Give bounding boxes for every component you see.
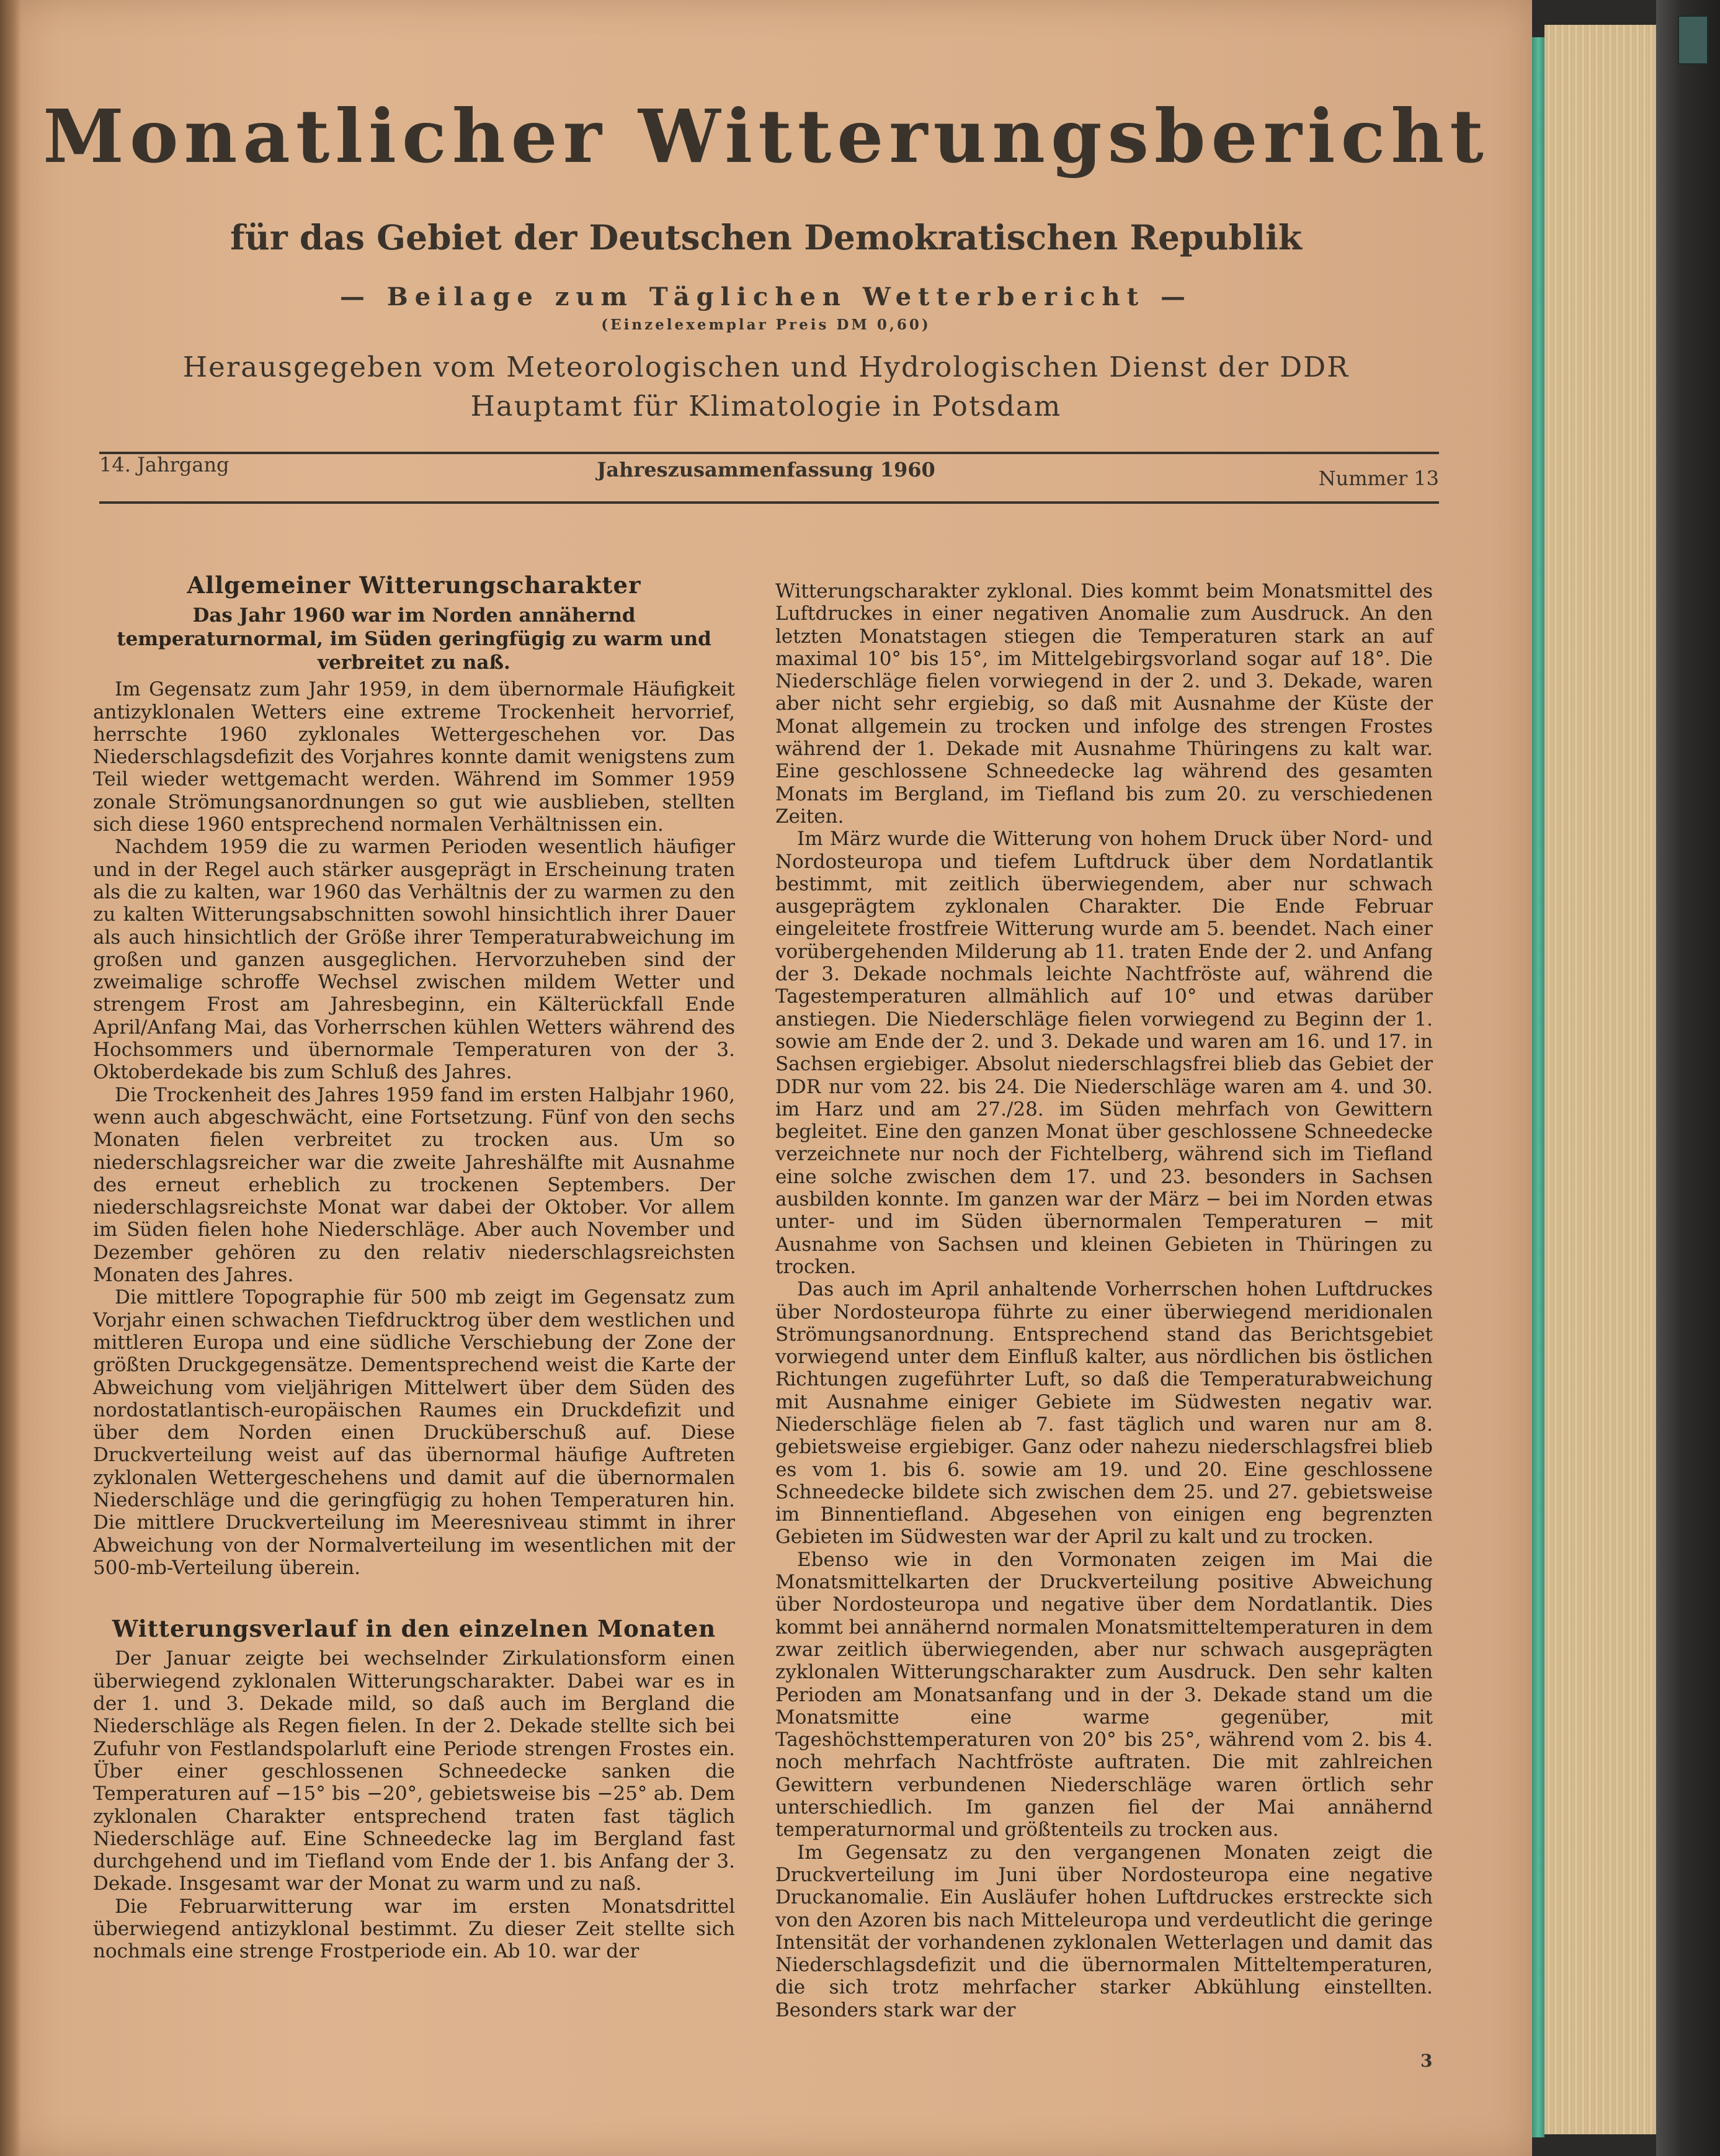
issue-volume: 14. Jahrgang	[99, 453, 229, 476]
paragraph: Im Gegensatz zum Jahr 1959, in dem übernormale Häufigkeit antizyklonalen Wetters eine extreme Trockenheit hervorrief, herrschte 1960 zyklonales Wettergeschehen vor. Das Niederschlagsdefizit des Vorjahres konnte damit wenigstens zum Teil wieder wettgemacht werden. Während im Sommer 1959 zonale Strömungsanordnungen so gut wie ausblieben, stellten sich diese 1960 entsprechend normalen Verhältnissen ein.	[93, 678, 735, 836]
paragraph: Im März wurde die Witterung von hohem Druck über Nord- und Nordosteuropa und tiefem Luftdruck über dem Nordatlantik bestimmt, mit zeitlich überwiegendem, aber nur schwach ausgeprägtem zyklonalen Charakter. Die Ende Februar eingeleitete frostfreie Witterung wurde am 5. beendet. Nach einer vorübergehenden Milderung ab 11. traten Ende der 2. und Anfang der 3. Dekade nochmals leichte Nachtfröste auf, während die Tagestemperaturen allmählich auf 10° und etwas darüber anstiegen. Die Niederschläge fielen vorwiegend zu Beginn der 1. sowie am Ende der 2. und 3. Dekade und waren am 16. und 17. in Sachsen ergiebiger. Absolut niederschlagsfrei blieb das Gebiet der DDR nur vom 22. bis 24. Die Niederschläge waren am 4. und 30. im Harz und am 27./28. im Süden mehrfach von Gewittern begleitet. Eine den ganzen Monat über geschlossene Schneedecke verzeichnete nur noch der Fichtelberg, während sich im Tiefland eine solche zwischen dem 17. und 23. besonders in Sachsen ausbilden konnte. Im ganzen war der März − bei im Norden etwas unter- und im Süden übernormalen Temperaturen − mit Ausnahme von Sachsen und kleinen Gebieten in Thüringen zu trocken.	[775, 828, 1433, 1278]
issue-title: Jahreszusammenfassung 1960	[597, 458, 935, 481]
paragraph: Das auch im April anhaltende Vorherrschen hohen Luftdruckes über Nordosteuropa führte zu einer überwiegend meridionalen Strömungsanordnung. Entsprechend stand das Berichtsgebiet vorwiegend unter dem Einfluß kalter, aus nördlichen bis östlichen Richtungen zugeführter Luft, so daß die Temperaturabweichung mit Ausnahme einiger Gebiete im Südwesten negativ war. Niederschläge fielen ab 7. fast täglich und waren nur am 8. gebietsweise ergiebiger. Ganz oder nahezu niederschlagsfrei blieb es vom 1. bis 6. sowie am 19. und 20. Eine geschlossene Schneedecke bildete sich zwischen dem 25. und 27. gebietsweise im Binnentiefland. Abgesehen von einigen eng begrenzten Gebieten im Südwesten war der April zu kalt und zu trocken.	[775, 1278, 1433, 1549]
header-rule-top	[99, 452, 1439, 454]
right-column	[775, 580, 1433, 2069]
publication-subtitle: für das Gebiet der Deutschen Demokratischen Republik	[230, 217, 1302, 257]
section-heading-general: Allgemeiner Witterungscharakter	[187, 571, 641, 599]
supplement-line: — Beilage zum Täglichen Wetterbericht —	[339, 282, 1193, 311]
issue-number: Nummer 13	[1318, 467, 1439, 490]
binding-corner	[1678, 16, 1708, 65]
book-page-edges	[1544, 25, 1656, 2134]
office-line: Hauptamt für Klimatologie in Potsdam	[470, 390, 1062, 423]
paragraph: Die mittlere Topographie für 500 mb zeigt im Gegensatz zum Vorjahr einen schwachen Tiefdrucktrog über dem westlichen und mittleren Europa und eine südliche Verschiebung der Zone der größten Druckgegensätze. Dementsprechend weist die Karte der Abweichung vom vieljährigen Mittelwert über dem Süden des nordostatlantisch-europäischen Raumes ein Druckdefizit und über dem Norden einen Drucküberschuß auf. Diese Druckverteilung weist auf das übernormal häufige Auftreten zyklonalen Wettergeschehens und damit auf die übernormalen Niederschläge und die geringfügig zu hohen Temperaturen hin. Die mittlere Druckverteilung im Meeresniveau stimmt in ihrer Abweichung von der Normalverteilung im wesentlichen mit der 500-mb-Verteilung überein.	[93, 1286, 735, 1579]
header-rule-bottom	[99, 501, 1439, 504]
paragraph: Die Februarwitterung war im ersten Monatsdrittel überwiegend antizyklonal bestimmt. Zu dieser Zeit stellte sich nochmals eine strenge Frostperiode ein. Ab 10. war der	[93, 1895, 735, 1963]
paragraph: Der Januar zeigte bei wechselnder Zirkulationsform einen überwiegend zyklonalen Witterungscharakter. Dabei war es in der 1. und 3. Dekade mild, so daß auch im Bergland die Niederschläge als Regen fielen. In der 2. Dekade stellte sich bei Zufuhr von Festlandspolarluft eine Periode strengen Frostes ein. Über einer geschlossenen Schneedecke sanken die Temperaturen auf −15° bis −20°, gebietsweise bis −25° ab. Dem zyklonalen Charakter entsprechend traten fast täglich Niederschläge auf. Eine Schneedecke lag im Bergland fast durchgehend und im Tiefland vom Ende der 1. bis Anfang der 3. Dekade. Insgesamt war der Monat zu warm und zu naß.	[93, 1647, 735, 1895]
left-column	[93, 571, 735, 2063]
publisher-line: Herausgegeben vom Meteorologischen und Hydrologischen Dienst der DDR	[182, 351, 1350, 383]
paragraph-continued: Witterungscharakter zyklonal. Dies kommt beim Monatsmittel des Luftdruckes in einer negativen Anomalie zum Ausdruck. An den letzten Monatstagen stiegen die Temperaturen stark an auf maximal 10° bis 15°, im Mittelgebirgsvorland sogar auf 18°. Die Niederschläge fielen vorwiegend in der 2. und 3. Dekade, waren aber nicht sehr ergiebig, so daß mit Ausnahme der Küste der Monat allgemein zu trocken und infolge des strengen Frostes während der 1. Dekade mit Ausnahme Thüringens zu kalt war. Eine geschlossene Schneedecke lag während des gesamten Monats im Bergland, im Tiefland bis zum 20. zu verschiedenen Zeiten.	[775, 580, 1433, 828]
publication-title: Monatlicher Witterungsbericht	[43, 93, 1489, 179]
section-lead: Das Jahr 1960 war im Norden annähernd temperaturnormal, im Süden geringfügig zu warm und verbreitet zu naß.	[117, 604, 711, 674]
section-heading-months: Witterungsverlauf in den einzelnen Monaten	[112, 1615, 716, 1643]
paragraph: Nachdem 1959 die zu warmen Perioden wesentlich häufiger und in der Regel auch stärker ausgeprägt in Erscheinung traten als die zu kalten, war 1960 das Verhältnis der zu warmen zu den zu kalten Witterungsabschnitten sowohl hinsichtlich ihrer Dauer als auch hinsichtlich der Größe ihrer Temperaturabweichung im großen und ganzen ausgeglichen. Hervorzuheben sind der zweimalige schroffe Wechsel zwischen mildem Wetter und strengem Frost am Jahresbeginn, ein Kälterückfall Ende April/Anfang Mai, das Vorherrschen kühlen Wetters während des Hochsommers und übernormale Temperaturen von der 3. Oktoberdekade bis zum Schluß des Jahres.	[93, 836, 735, 1084]
paragraph: Im Gegensatz zu den vergangenen Monaten zeigt die Druckverteilung im Juni über Nordosteuropa eine negative Druckanomalie. Ein Ausläufer hohen Luftdruckes erstreckte sich von den Azoren bis nach Mitteleuropa und verdeutlicht die geringe Intensität der vorhandenen zyklonalen Wetterlagen und damit das Niederschlagsdefizit und die übernormalen Mitteltemperaturen, die sich trotz mehrfacher starker Abkühlung einstellten. Besonders stark war der	[775, 1841, 1433, 2021]
paragraph: Die Trockenheit des Jahres 1959 fand im ersten Halbjahr 1960, wenn auch abgeschwächt, eine Fortsetzung. Fünf von den sechs Monaten fielen verbreitet zu trocken aus. Um so niederschlagsreicher war die zweite Jahreshälfte mit Ausnahme des erneut erheblich zu trockenen Septembers. Der niederschlagsreichste Monat war dabei der Oktober. Vor allem im Süden fielen hohe Niederschläge. Aber auch November und Dezember gehören zu den relativ niederschlagsreichsten Monaten des Jahres.	[93, 1083, 735, 1287]
paragraph: Ebenso wie in den Vormonaten zeigen im Mai die Monatsmittelkarten der Druckverteilung positive Abweichung über Nordosteuropa und negative über dem Nordatlantik. Dies kommt bei annähernd normalen Monatsmitteltemperaturen in dem zwar zeitlich überwiegenden, aber nur schwach ausgeprägten zyklonalen Witterungscharakter zum Ausdruck. Den sehr kalten Perioden am Monatsanfang und in der 3. Dekade stand um die Monatsmitte eine warme gegenüber, mit Tageshöchsttemperaturen von 20° bis 25°, während vom 2. bis 4. noch mehrfach Nachtfröste auftraten. Die mit zahlreichen Gewittern verbundenen Niederschläge waren örtlich sehr unterschiedlich. Im ganzen fiel der Mai annähernd temperaturnormal und größtenteils zu trocken aus.	[775, 1548, 1433, 1841]
section-gap	[93, 1579, 735, 1617]
page-number: 3	[1420, 2051, 1433, 2071]
green-page-edge	[1532, 37, 1544, 2137]
book-cover	[1656, 0, 1720, 2156]
price-line: (Einzelexemplar Preis DM 0,60)	[601, 316, 931, 333]
